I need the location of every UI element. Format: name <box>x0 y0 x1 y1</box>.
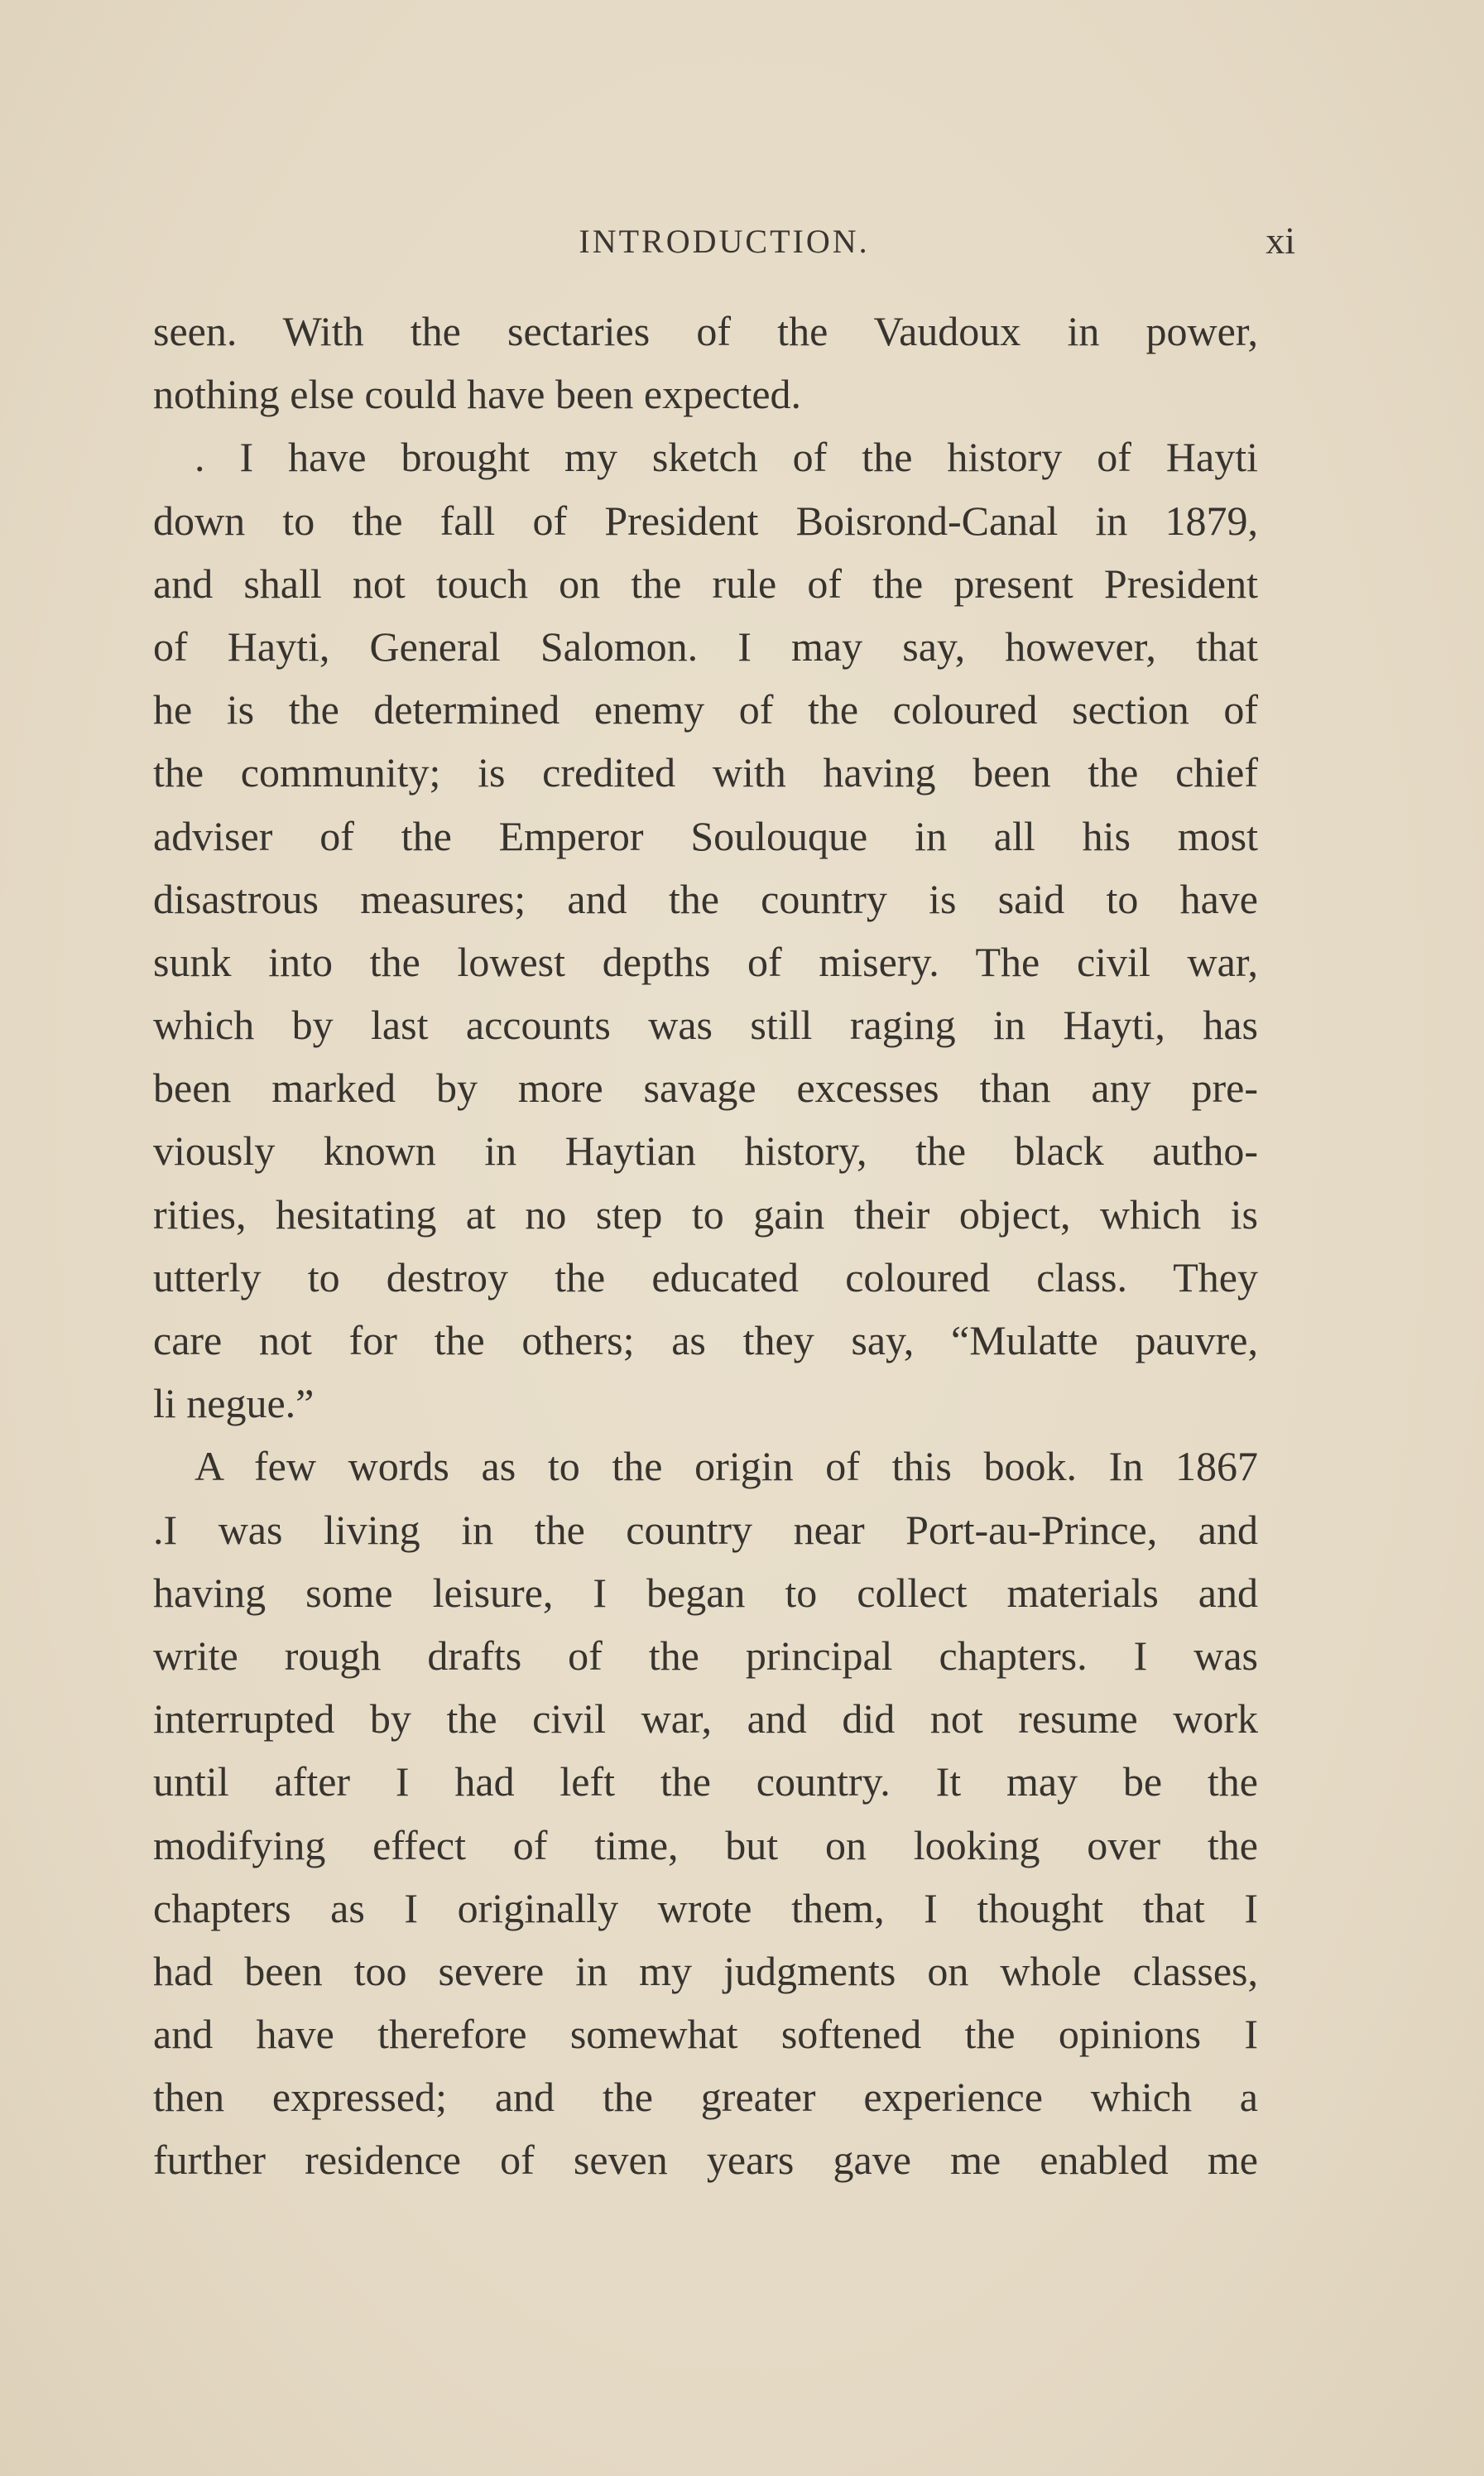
text-line: disastrous measures; and the country is said to have <box>153 875 1258 922</box>
text-line: until after I had left the country. It may be the <box>153 1758 1258 1805</box>
text-line: li negue.” <box>153 1380 315 1427</box>
text-line: . I have brought my sketch of the history of Hayti <box>195 434 1258 481</box>
page-header <box>153 219 1295 272</box>
text-line: which by last accounts was still raging in Hayti, has <box>153 1002 1258 1049</box>
text-line: .I was living in the country near Port-au-Prince, and <box>153 1506 1258 1553</box>
text-line: and shall not touch on the rule of the present President <box>153 560 1258 607</box>
text-line: and have therefore somewhat softened the opinions I <box>153 2011 1258 2058</box>
text-line: care not for the others; as they say, “Mulatte pauvre, <box>153 1317 1258 1363</box>
text-line: rities, hesitating at no step to gain their object, which is <box>153 1190 1258 1238</box>
text-line: chapters as I originally wrote them, I thought that I <box>153 1884 1258 1931</box>
text-line: then expressed; and the greater experience which a <box>153 2074 1258 2121</box>
text-line: utterly to destroy the educated coloured class. They <box>153 1253 1258 1301</box>
text-line: seen. With the sectaries of the Vaudoux in power, <box>153 308 1258 354</box>
text-line: write rough drafts of the principal chapters. I was <box>153 1632 1258 1679</box>
text-line: A few words as to the origin of this book. In 1867 <box>195 1443 1258 1490</box>
text-line: modifying effect of time, but on looking over the <box>153 1821 1258 1868</box>
text-line: having some leisure, I began to collect materials and <box>153 1569 1258 1616</box>
text-line: been marked by more savage excesses than any pre- <box>153 1065 1258 1112</box>
text-line: viously known in Haytian history, the black autho- <box>153 1127 1258 1175</box>
text-line: nothing else could have been expected. <box>153 371 802 418</box>
text-line: he is the determined enemy of the coloured section of <box>153 686 1258 733</box>
text-line: further residence of seven years gave me enabled me <box>153 2137 1258 2184</box>
body-text <box>153 300 1258 2192</box>
text-line: interrupted by the civil war, and did not resume work <box>153 1695 1258 1743</box>
page-number: xi <box>1265 219 1295 262</box>
text-line: adviser of the Emperor Soulouque in all his most <box>153 812 1258 859</box>
text-line: had been too severe in my judgments on whole classes, <box>153 1947 1258 1994</box>
running-title: INTRODUCTION. <box>579 223 870 260</box>
text-line: down to the fall of President Boisrond-Canal in 1879, <box>153 497 1258 544</box>
text-line: the community; is credited with having been the chief <box>153 749 1258 796</box>
text-line: of Hayti, General Salomon. I may say, however, that <box>153 623 1258 670</box>
text-line: sunk into the lowest depths of misery. The civil war, <box>153 938 1258 985</box>
